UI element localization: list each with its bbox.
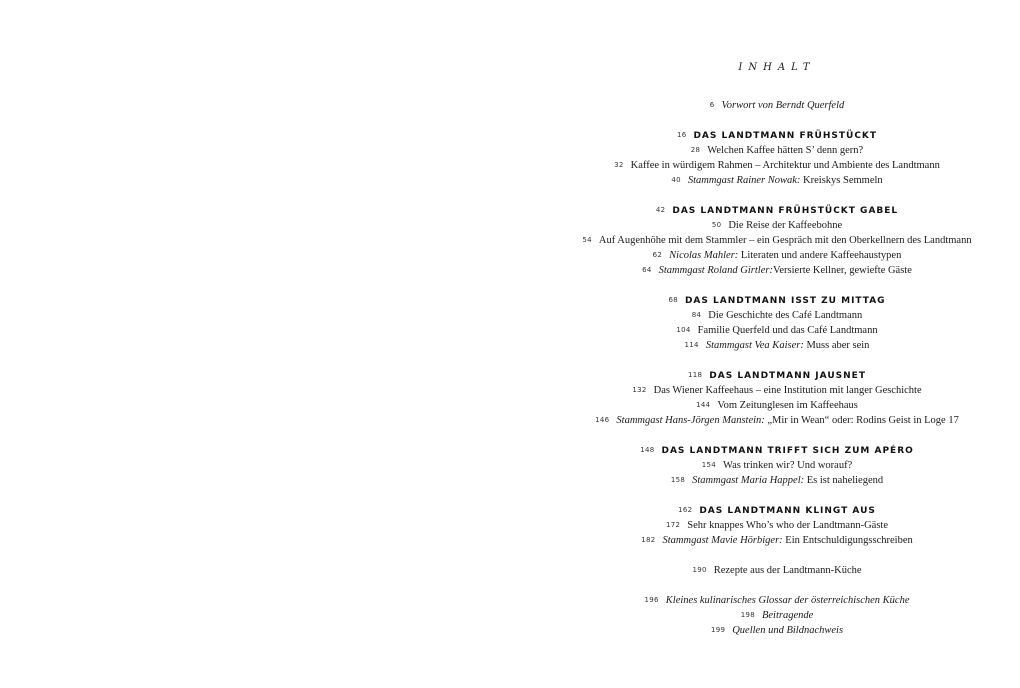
chapter-title: DAS LANDTMANN FRÜHSTÜCKT	[693, 131, 878, 141]
page-number: 104	[676, 326, 691, 334]
entry-italic: Stammgast Vea Kaiser:	[705, 340, 804, 351]
page-number: 144	[696, 401, 711, 409]
page-number: 158	[670, 476, 686, 484]
entry-text: Literaten und andere Kaffeehaustypen	[738, 250, 902, 261]
page-number: 148	[640, 446, 655, 454]
page-number: 62	[652, 251, 663, 259]
entry-italic: Vorwort von Berndt Querfeld	[721, 100, 845, 111]
page-number: 16	[676, 131, 687, 139]
toc-entry[interactable]	[510, 336, 1020, 351]
entry-text: Kaffee in würdigem Rahmen – Architektur und Ambiente des Landtmann	[630, 160, 940, 171]
toc-entry[interactable]	[510, 216, 1020, 231]
toc-entry[interactable]	[510, 321, 1020, 336]
entry-text: Es ist naheliegend	[804, 475, 884, 486]
page-number: 6	[709, 101, 715, 109]
entry-italic: Stammgast Maria Happel:	[692, 475, 805, 486]
toc-entry-recipes[interactable]	[510, 561, 1020, 576]
page-number: 196	[644, 596, 659, 604]
entry-text: Welchen Kaffee hätten S’ denn gern?	[707, 145, 864, 156]
page-number: 199	[710, 626, 726, 634]
entry-text: Was trinken wir? Und worauf?	[723, 460, 853, 471]
entry-italic: Stammgast Hans-Jörgen Manstein:	[616, 415, 765, 426]
entry-text: Das Wiener Kaffeehaus – eine Institution mit langer Geschichte	[653, 385, 922, 396]
page-number: 50	[711, 221, 722, 229]
entry-text: Die Geschichte des Café Landtmann	[708, 310, 863, 321]
page-number: 40	[671, 176, 681, 184]
page-number: 68	[668, 296, 678, 304]
entry-italic: Stammgast Roland Girtler:	[658, 265, 773, 276]
page-number: 54	[582, 236, 592, 244]
toc-chapter-mittag[interactable]	[510, 291, 1020, 306]
page-number: 118	[688, 371, 703, 379]
toc-entry[interactable]	[510, 231, 1020, 246]
toc-entry[interactable]	[510, 531, 1020, 546]
chapter-title: DAS LANDTMANN TRIFFT SICH ZUM APÉRO	[661, 446, 914, 456]
entry-text: Muss aber sein	[803, 340, 870, 351]
entry-italic: Stammgast Mavie Hörbiger:	[662, 535, 783, 546]
toc-entry[interactable]	[510, 156, 1020, 171]
page-number: 190	[692, 566, 707, 574]
entry-text: Versierte Kellner, gewiefte Gäste	[772, 265, 912, 276]
entry-text: Die Reise der Kaffeebohne	[728, 220, 843, 231]
toc-title: INHALT	[738, 62, 816, 73]
entry-text: Vom Zeitunglesen im Kaffeehaus	[717, 400, 858, 411]
chapter-title: DAS LANDTMANN FRÜHSTÜCKT GABEL	[672, 206, 899, 216]
toc-chapter-jausnet[interactable]	[510, 366, 1020, 381]
page-number: 146	[595, 416, 610, 424]
toc-entry[interactable]	[510, 246, 1020, 261]
toc-entry[interactable]	[510, 261, 1020, 276]
page-number: 42	[655, 206, 666, 214]
toc-entry-glossary[interactable]	[510, 591, 1020, 606]
entry-text: Kreiskys Semmeln	[800, 175, 883, 186]
toc-entry[interactable]	[510, 141, 1020, 156]
toc-chapter-fruehstueckt[interactable]	[510, 126, 1020, 141]
toc-chapter-apero[interactable]	[510, 441, 1020, 456]
page-number: 182	[641, 536, 656, 544]
toc-entry-sources[interactable]	[510, 621, 1020, 636]
toc-entry[interactable]	[510, 456, 1020, 471]
entry-text: Sehr knappes Who’s who der Landtmann-Gäste	[687, 520, 888, 531]
page-number: 32	[614, 161, 624, 169]
page-number: 162	[678, 506, 693, 514]
toc-entry-foreword[interactable]	[510, 96, 1020, 111]
toc-entry[interactable]	[510, 306, 1020, 321]
entry-text: Ein Entschuldigungsschreiben	[782, 535, 913, 546]
toc-entry[interactable]	[510, 396, 1020, 411]
right-page-toc	[510, 0, 1020, 688]
toc-entry[interactable]	[510, 171, 1020, 186]
entry-italic: Kleines kulinarisches Glossar der österreichischen Küche	[665, 595, 910, 606]
entry-text: Auf Augenhöhe mit dem Stammler – ein Gespräch mit den Oberkellnern des Landtmann	[598, 235, 972, 246]
page-number: 132	[632, 386, 647, 394]
entry-italic: Nicolas Mahler:	[669, 250, 739, 261]
page-number: 114	[684, 341, 699, 349]
toc-entry-contributors[interactable]	[510, 606, 1020, 621]
page-number: 198	[740, 611, 755, 619]
entry-text: Rezepte aus der Landtmann-Küche	[713, 565, 862, 576]
entry-text: Familie Querfeld und das Café Landtmann	[697, 325, 878, 336]
page-number: 64	[642, 266, 652, 274]
entry-italic: Quellen und Bildnachweis	[732, 625, 844, 636]
page-number: 154	[701, 461, 717, 469]
chapter-title: DAS LANDTMANN KLINGT AUS	[699, 506, 876, 516]
entry-text: „Mir in Wean“ oder: Rodins Geist in Loge 17	[764, 415, 959, 426]
entry-italic: Beitragende	[761, 610, 814, 621]
toc-chapter-fruehstueckt-gabel[interactable]	[510, 201, 1020, 216]
page-number: 172	[666, 521, 681, 529]
toc-entry[interactable]	[510, 471, 1020, 486]
page-number: 28	[690, 146, 701, 154]
toc-entry[interactable]	[510, 516, 1020, 531]
toc-chapter-klingt-aus[interactable]	[510, 501, 1020, 516]
page-number: 84	[691, 311, 702, 319]
chapter-title: DAS LANDTMANN ISST ZU MITTAG	[684, 296, 886, 306]
entry-italic: Stammgast Rainer Nowak:	[687, 175, 801, 186]
toc-entry[interactable]	[510, 381, 1020, 396]
toc-entry[interactable]	[510, 411, 1020, 426]
chapter-title: DAS LANDTMANN JAUSNET	[709, 371, 866, 381]
